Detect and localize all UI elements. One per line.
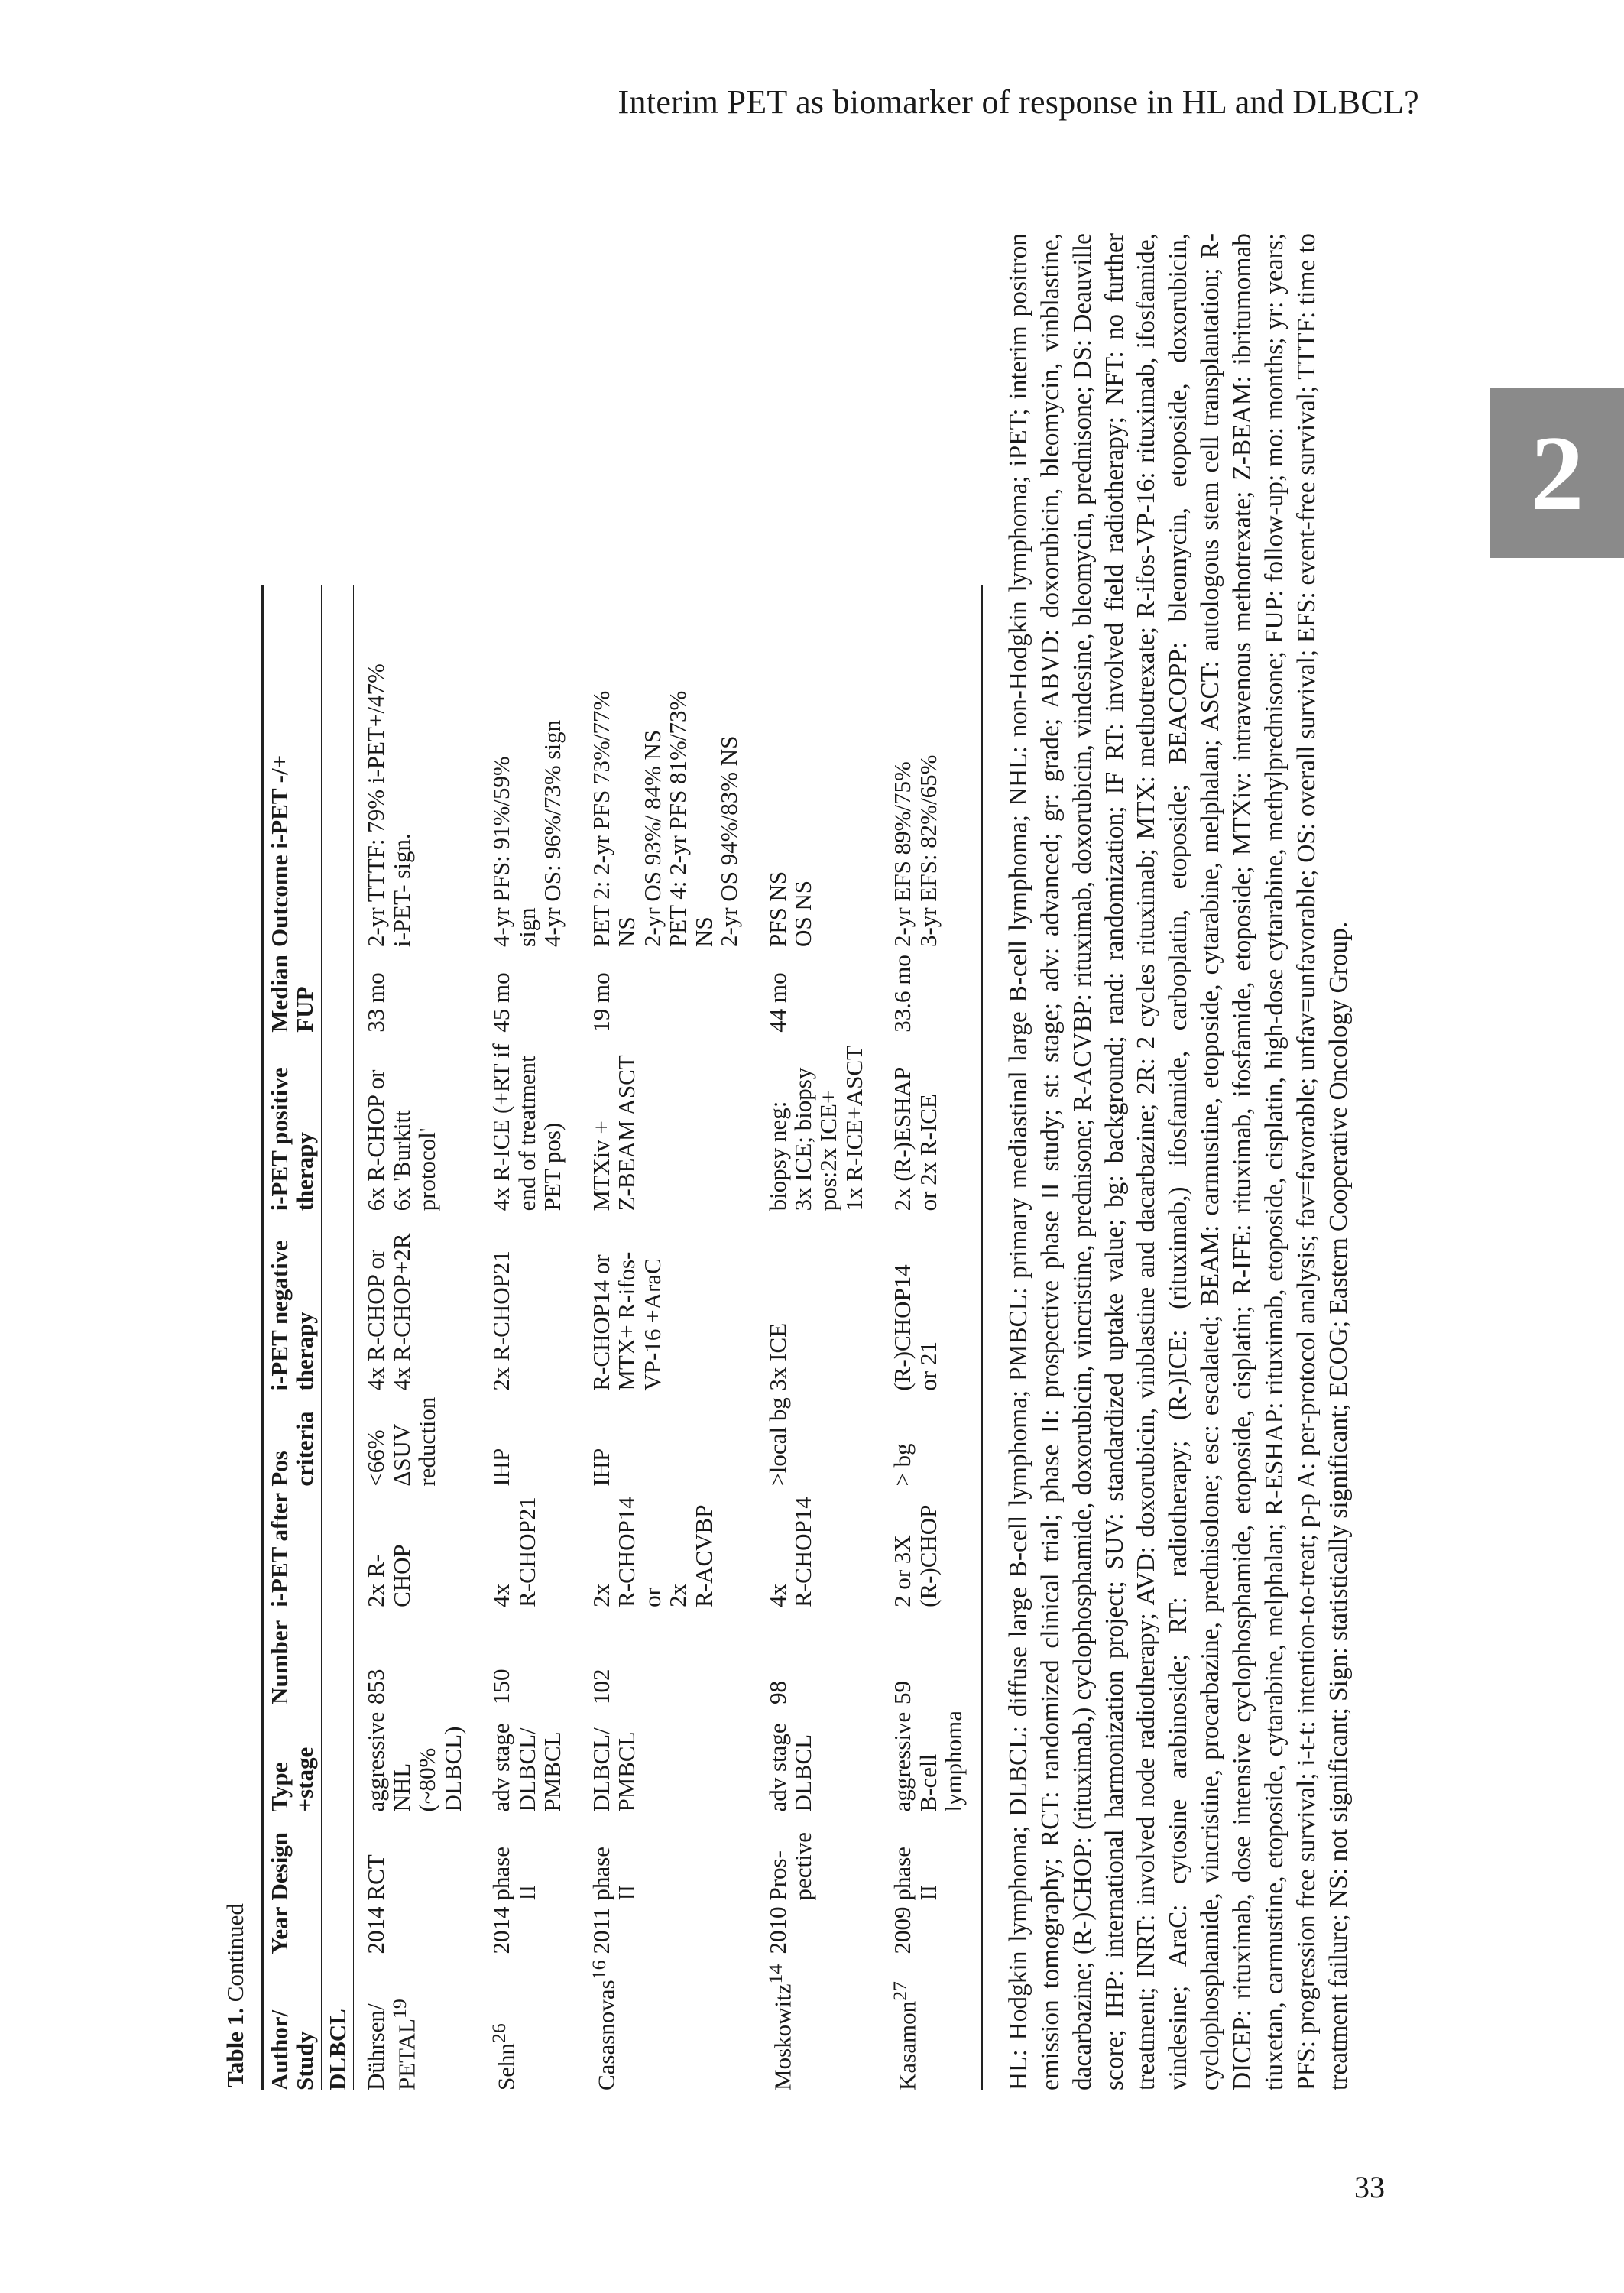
year-cell: 2009 [880,1901,981,1954]
number-cell: 102 [587,1669,614,1704]
fup-cell: 19 mo [587,972,614,1033]
year-cell: 2014 [362,1906,390,1954]
outcome-cell: 4-yr PFS: 91%/59% sign 4-yr OS: 96%/73% sign [488,719,566,947]
year-cell: 2014 [488,1906,515,1954]
table-caption-text: Continued [222,1903,248,2003]
neg-therapy-cell: 3x ICE [763,1322,791,1391]
design-cell: phase II [880,1812,981,1901]
running-title: Interim PET as biomarker of response in HL and DLBCL? [618,83,1419,121]
outcome-cell: 2-yr TTTF: 79% i-PET+/47% i-PET- sign. [362,663,415,947]
group-row [321,585,353,2090]
author-cell: Moskowitz$^{14}$ [763,1964,796,2090]
fup-cell: 33 mo [362,972,390,1033]
page-number: 33 [1354,2170,1385,2204]
type-cell: DLBCL/ PMBCL [587,1727,640,1812]
group-label: DLBCL [321,585,353,2090]
table-caption-label: Table 1. [222,2008,248,2087]
pos-criteria-cell: IHP [587,1448,614,1487]
pos-criteria-cell: > bg [880,1391,981,1487]
number-cell: 98 [763,1680,791,1704]
col-header: Outcome i-PET -/+ [263,585,322,947]
number-cell: 853 [362,1669,390,1704]
ipet-after-cell: 2x R-CHOP14 or 2x R-ACVBP [587,1497,717,1607]
col-header: i-PET negative therapy [263,1211,322,1390]
table-caption [222,218,249,2087]
neg-therapy-cell: R-CHOP14 or MTX+ R-ifos- VP-16 +AraC [587,1251,666,1391]
reference-number: 26 [488,2023,511,2043]
design-cell: Pros- pective [763,1832,816,1901]
table-header-row [263,585,322,2090]
chapter-tab [1490,388,1624,558]
abbreviations-footnote: HL: Hodgkin lymphoma; DLBCL: diffuse large B-cell lymphoma; PMBCL: primary mediastinal large B-cell lymphoma; NHL: non-Hodgkin lymphoma; iPET; interim positron emission tomography; RCT: randomized clinical trial; phase II: prospective phase II study; st: stage; adv: advanced; gr: grade; ABVD: doxorubicin, bleomycin, vinblastine, dacarbazine; (R-)CHOP: (rituximab,) cyclophosphamide, doxorubicin, vincristine, prednisone; R-ACVBP: rituximab, doxorubicin, vindesine, bleomycin, prednisone; DS: Deauville score; IHP: international harmonization project; SUV: standardized uptake value; bg: background; rand: randomization; IF RT: involved field radiotherapy; NFT: no further treatment; INRT: involved node radiotherapy; AVD: doxorubicin, vinblastine and dacarbazine; 2R: 2 cycles rituximab; MTX: methotrexate; R-ifos-VP-16: rituximab, ifosfamide, vindesine; AraC: cytosine arabinoside; RT: radiotherapy; (R-)ICE: (rituximab,) ifosfamide, carboplatin, etoposide; BEACOPP: bleomycin, etoposide, doxorubicin, cyclophosphamide, vincristine, procarbazine, prednisolone; esc: escalated; BEAM: carmustine, etoposide, cytarabine, melphalan; ASCT: autologous stem cell transplantation; R-DICEP: rituximab, dose intensive cyclophosphamide, etoposide, cisplatin; R-IFE: rituximab, ifosfamide, etoposide; MTXiv: intravenous methotrexate; Z-BEAM: ibritumomab tiuxetan, carmustine, etoposide, cytarabine, melphalan; R-ESHAP: rituximab, etoposide, cisplatin, high-dose cytarabine, methylprednisone; FUP: follow-up; mo: months; yr: years; PFS: progression free survival; i-t-t: intention-to-treat; p-p A: per-protocol analysis; fav=favorable; unfav=unfavorable; OS: overall survival; EFS: event-free survival; TTTF: time to treatment failure; NS: not significant; Sign: statistically significant; ECOG; Eastern Cooperative Oncology Group. [1003,233,1353,2090]
pos-criteria-cell: IHP [488,1448,515,1487]
type-cell: aggressive NHL (~80% DLBCL) [362,1711,466,1812]
reference-number: 14 [763,1964,786,1984]
outcome-cell: PET 2: 2-yr PFS 73%/77% NS 2-yr OS 93%/ 84% NS PET 4: 2-yr PFS 81%/73% NS 2-yr OS 94%/83% NS [587,690,743,947]
neg-therapy-cell: (R-)CHOP14 or 21 [880,1211,981,1390]
neg-therapy-cell: 4x R-CHOP or 4x R-CHOP+2R [362,1233,415,1391]
outcome-cell: 2-yr EFS 89%/75% 3-yr EFS: 82%/65% [880,585,981,947]
pos-criteria-cell: >local bg [763,1397,791,1487]
reference-number: 19 [387,1999,410,2019]
author-cell: Kasamon$^{27}$ [880,1954,981,2090]
col-header: Author/ Study [263,1954,322,2090]
author-cell: Sehn$^{26}$ [488,2023,520,2090]
ipet-after-cell: 4x R-CHOP21 [488,1497,540,1607]
chapter-number: 2 [1530,414,1584,533]
col-header: i-PET after [263,1487,322,1607]
ipet-after-cell: 2 or 3X (R-)CHOP [880,1487,981,1607]
col-header: Design [263,1812,322,1901]
author-cell: Dührsen/ PETAL$^{19}$ [362,1999,420,2090]
pos-therapy-cell: biopsy neg: 3x ICE; biopsy pos:2x ICE+ 1x R-ICE+ASCT [763,1045,867,1211]
table-row [579,585,756,2090]
ipet-after-cell: 4x R-CHOP14 [763,1497,816,1607]
col-header: Median FUP [263,947,322,1033]
fup-cell: 44 mo [763,972,791,1033]
outcome-cell: PFS NS OS NS [763,871,816,947]
table-row [756,585,881,2090]
type-cell: adv stage DLBCL/ PMBCL [488,1723,566,1812]
design-cell: phase II [587,1846,640,1901]
pos-therapy-cell: 4x R-ICE (+RT if end of treatment PET pos) [488,1043,566,1211]
col-header: Year [263,1901,322,1954]
col-header: i-PET positive therapy [263,1033,322,1211]
ipet-after-cell: 2x R-CHOP [362,1544,415,1607]
number-cell: 59 [880,1607,981,1704]
col-header: Pos criteria [263,1391,322,1487]
neg-therapy-cell: 2x R-CHOP21 [488,1250,515,1391]
pos-therapy-cell: 2x (R-)ESHAP or 2x R-ICE [880,1033,981,1211]
number-cell: 150 [488,1669,515,1704]
pos-therapy-cell: MTXiv + Z-BEAM ASCT [587,1055,640,1211]
type-cell: adv stage DLBCL [763,1723,816,1812]
rotated-table-block [222,218,1414,2090]
results-table [261,585,983,2090]
reference-number: 27 [889,1981,912,2001]
year-cell: 2011 [587,1907,614,1954]
fup-cell: 45 mo [488,972,515,1033]
table-row [880,585,981,2090]
year-cell: 2010 [763,1906,791,1954]
col-header: Number [263,1607,322,1704]
design-cell: phase II [488,1846,540,1901]
author-cell: Casasnovas$^{16}$ [587,1960,620,2090]
type-cell: aggressive B-cell lymphoma [880,1704,981,1812]
col-header: Type +stage [263,1704,322,1812]
design-cell: RCT [362,1854,390,1901]
pos-criteria-cell: <66% ΔSUV reduction [362,1396,441,1487]
table-row [479,585,579,2090]
fup-cell: 33.6 mo [880,947,981,1033]
table-row [354,585,479,2090]
reference-number: 16 [587,1960,610,1980]
pos-therapy-cell: 6x R-CHOP or 6x 'Burkitt protocol' [362,1069,441,1211]
